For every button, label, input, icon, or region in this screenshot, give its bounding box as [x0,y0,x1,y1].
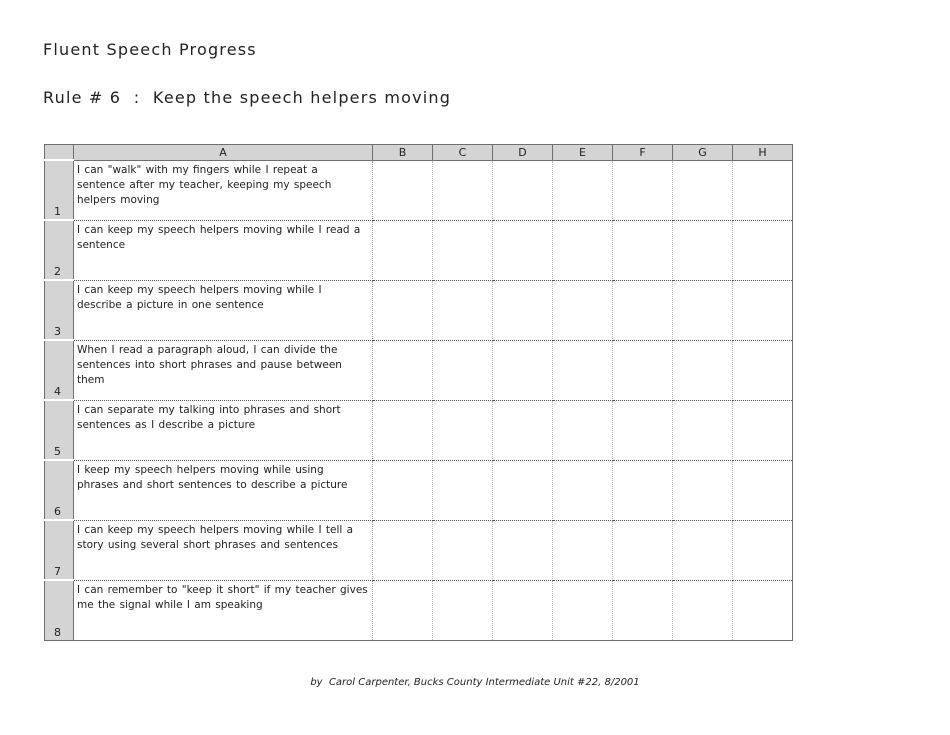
progress-cell-e[interactable] [553,220,613,280]
progress-cell-c[interactable] [433,280,493,340]
progress-cell-e[interactable] [553,400,613,460]
progress-cell-h[interactable] [733,580,793,640]
column-header-c[interactable]: C [433,145,493,161]
goal-description-cell[interactable]: I can remember to "keep it short" if my teacher gives me the signal while I am speaking [74,580,373,640]
progress-cell-g[interactable] [673,160,733,220]
progress-cell-c[interactable] [433,520,493,580]
column-header-b[interactable]: B [373,145,433,161]
progress-cell-e[interactable] [553,580,613,640]
row-header[interactable]: 7 [45,520,74,580]
goal-description-cell[interactable]: When I read a paragraph aloud, I can divide the sentences into short phrases and pause between them [74,340,373,400]
progress-cell-e[interactable] [553,160,613,220]
progress-cell-b[interactable] [373,400,433,460]
progress-cell-g[interactable] [673,400,733,460]
progress-spreadsheet [44,144,793,641]
progress-cell-b[interactable] [373,220,433,280]
progress-cell-e[interactable] [553,520,613,580]
progress-cell-c[interactable] [433,400,493,460]
progress-cell-c[interactable] [433,220,493,280]
column-header-e[interactable]: E [553,145,613,161]
table-row [45,400,793,460]
progress-cell-d[interactable] [493,400,553,460]
progress-cell-b[interactable] [373,580,433,640]
progress-cell-f[interactable] [613,220,673,280]
page-title: Fluent Speech Progress [43,40,257,59]
progress-cell-b[interactable] [373,280,433,340]
progress-cell-d[interactable] [493,340,553,400]
progress-cell-e[interactable] [553,280,613,340]
row-header[interactable]: 1 [45,160,74,220]
progress-cell-d[interactable] [493,460,553,520]
progress-cell-d[interactable] [493,280,553,340]
table-row [45,340,793,400]
progress-cell-f[interactable] [613,340,673,400]
progress-cell-d[interactable] [493,520,553,580]
column-header-row [45,145,793,161]
table-row [45,580,793,640]
goal-description-cell[interactable]: I can keep my speech helpers moving while I tell a story using several short phrases and sentences [74,520,373,580]
progress-cell-h[interactable] [733,400,793,460]
column-header-h[interactable]: H [733,145,793,161]
progress-cell-g[interactable] [673,280,733,340]
progress-cell-h[interactable] [733,160,793,220]
progress-cell-h[interactable] [733,280,793,340]
row-header[interactable]: 3 [45,280,74,340]
progress-cell-c[interactable] [433,340,493,400]
goal-description-cell[interactable]: I can keep my speech helpers moving while I read a sentence [74,220,373,280]
goal-description-cell[interactable]: I can keep my speech helpers moving while I describe a picture in one sentence [74,280,373,340]
goal-description-cell[interactable]: I can "walk" with my fingers while I repeat a sentence after my teacher, keeping my speech helpers moving [74,160,373,220]
rule-heading: Rule # 6 : Keep the speech helpers moving [43,88,452,107]
progress-cell-d[interactable] [493,220,553,280]
column-header-a[interactable]: A [74,145,373,161]
progress-cell-f[interactable] [613,520,673,580]
progress-cell-g[interactable] [673,460,733,520]
progress-cell-b[interactable] [373,520,433,580]
progress-cell-e[interactable] [553,340,613,400]
column-header-f[interactable]: F [613,145,673,161]
progress-cell-g[interactable] [673,520,733,580]
progress-cell-b[interactable] [373,340,433,400]
progress-cell-b[interactable] [373,160,433,220]
progress-cell-f[interactable] [613,400,673,460]
row-header[interactable]: 2 [45,220,74,280]
select-all-corner[interactable] [45,145,74,161]
progress-cell-f[interactable] [613,580,673,640]
progress-cell-c[interactable] [433,580,493,640]
progress-cell-g[interactable] [673,220,733,280]
progress-cell-b[interactable] [373,460,433,520]
table-row [45,160,793,220]
progress-cell-f[interactable] [613,160,673,220]
progress-cell-d[interactable] [493,580,553,640]
progress-cell-g[interactable] [673,340,733,400]
row-header[interactable]: 8 [45,580,74,640]
progress-cell-e[interactable] [553,460,613,520]
table-row [45,520,793,580]
progress-cell-h[interactable] [733,220,793,280]
progress-cell-h[interactable] [733,460,793,520]
progress-cell-f[interactable] [613,280,673,340]
progress-cell-h[interactable] [733,520,793,580]
progress-cell-c[interactable] [433,460,493,520]
progress-cell-c[interactable] [433,160,493,220]
table-row [45,280,793,340]
row-header[interactable]: 5 [45,400,74,460]
progress-cell-h[interactable] [733,340,793,400]
goal-description-cell[interactable]: I keep my speech helpers moving while using phrases and short sentences to describe a picture [74,460,373,520]
table-row [45,220,793,280]
progress-cell-g[interactable] [673,580,733,640]
goal-description-cell[interactable]: I can separate my talking into phrases and short sentences as I describe a picture [74,400,373,460]
author-credit: by Carol Carpenter, Bucks County Intermediate Unit #22, 8/2001 [310,677,640,688]
column-header-d[interactable]: D [493,145,553,161]
column-header-g[interactable]: G [673,145,733,161]
row-header[interactable]: 4 [45,340,74,400]
row-header[interactable]: 6 [45,460,74,520]
progress-cell-d[interactable] [493,160,553,220]
progress-cell-f[interactable] [613,460,673,520]
table-row [45,460,793,520]
